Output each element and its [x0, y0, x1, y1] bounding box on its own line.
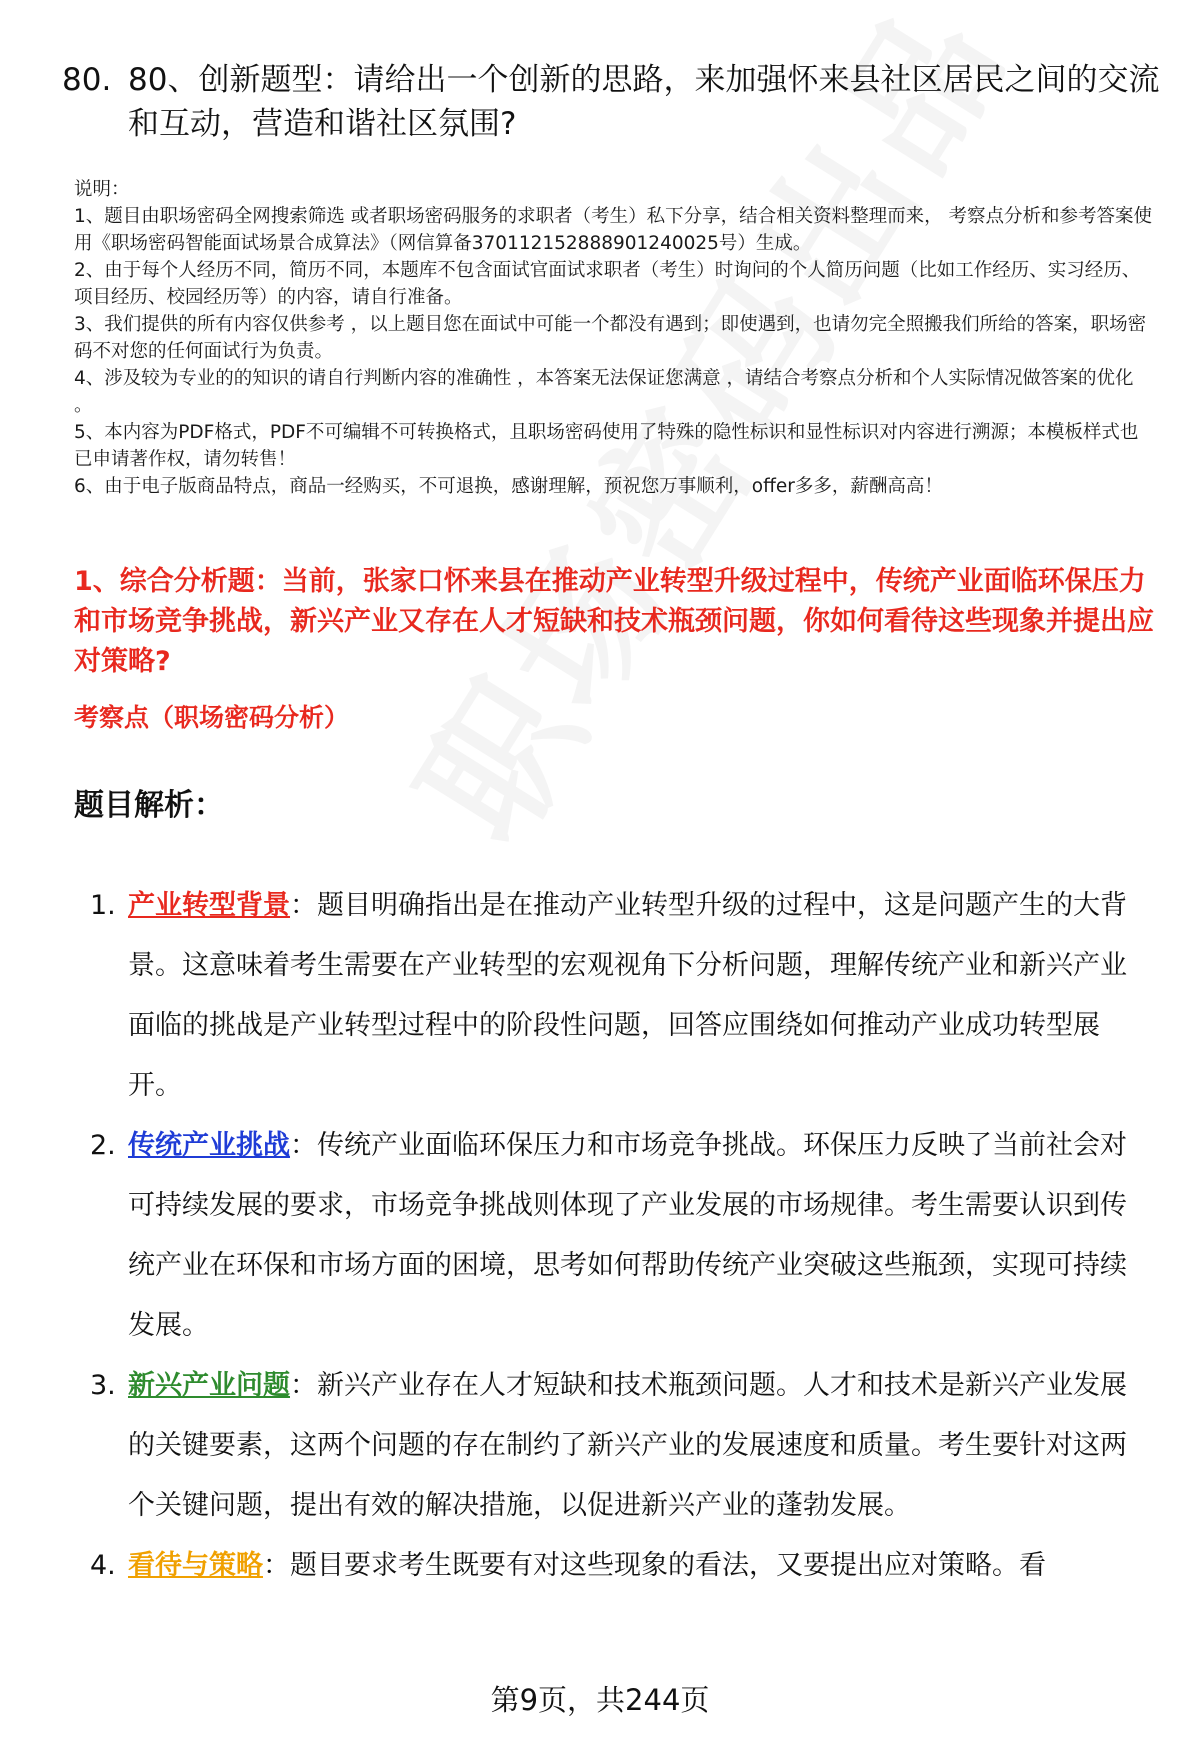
kaocha-heading: 考察点（职场密码分析）	[74, 703, 350, 732]
analysis-index: 3.	[90, 1370, 116, 1401]
analysis-index: 1.	[90, 890, 116, 921]
analysis-list	[90, 876, 1150, 1596]
analysis-term: 看待与策略	[128, 1550, 263, 1581]
analysis-index: 4.	[90, 1550, 116, 1581]
analysis-item	[90, 876, 1150, 1116]
analysis-text: ：传统产业面临环保压力和市场竞争挑战。环保压力反映了当前社会对可持续发展的要求，市场竞争挑战则体现了产业发展的市场规律。考生需要认识到传统产业在环保和市场方面的困境，思考如何帮助传统产业突破这些瓶颈，实现可持续发展。	[128, 1130, 1127, 1341]
question-number: 80.	[62, 62, 112, 98]
question-header	[62, 58, 1162, 146]
note-item: 1、题目由职场密码全网搜索筛选 或者职场密码服务的求职者（考生）私下分享，结合相关资料整理而来， 考察点分析和参考答案使用《职场密码智能面试场景合成算法》（网信算备370112152888901240025号）生成。	[74, 206, 1153, 254]
note-item: 6、由于电子版商品特点，商品一经购买，不可退换，感谢理解，预祝您万事顺利，offer多多，薪酬高高！	[74, 476, 943, 497]
analysis-term: 传统产业挑战	[128, 1130, 290, 1161]
page-footer: 第9页，共244页	[490, 1683, 710, 1717]
analysis-index: 2.	[90, 1130, 116, 1161]
disclaimer-notes	[74, 176, 1154, 500]
analysis-item	[90, 1536, 1150, 1596]
analysis-term: 产业转型背景	[128, 890, 290, 921]
note-item: 2、由于每个人经历不同，简历不同，本题库不包含面试官面试求职者（考生）时询问的个人简历问题（比如工作经历、实习经历、项目经历、校园经历等）的内容，请自行准备。	[74, 260, 1141, 308]
note-item: 3、我们提供的所有内容仅供参考 ，以上题目您在面试中可能一个都没有遇到；即使遇到，也请勿完全照搬我们所给的答案，职场密码不对您的任何面试行为负责。	[74, 314, 1147, 362]
analysis-term: 新兴产业问题	[128, 1370, 290, 1401]
analysis-item	[90, 1116, 1150, 1356]
section-title: 题目解析：	[74, 788, 224, 823]
main-question: 1、综合分析题：当前，张家口怀来县在推动产业转型升级过程中，传统产业面临环保压力和市场竞争挑战，新兴产业又存在人才短缺和技术瓶颈问题，你如何看待这些现象并提出应对策略?	[74, 566, 1154, 677]
note-item: 5、本内容为PDF格式，PDF不可编辑不可转换格式，且职场密码使用了特殊的隐性标识和显性标识对内容进行溯源；本模板样式也已申请著作权，请勿转售！	[74, 422, 1139, 470]
notes-heading: 说明：	[74, 179, 130, 200]
note-item: 4、涉及较为专业的的知识的请自行判断内容的准确性 ，本答案无法保证您满意 ，请结合考察点分析和个人实际情况做答案的优化 。	[74, 368, 1134, 416]
analysis-text: ：新兴产业存在人才短缺和技术瓶颈问题。人才和技术是新兴产业发展的关键要素，这两个问题的存在制约了新兴产业的发展速度和质量。考生要针对这两个关键问题，提出有效的解决措施，以促进新兴产业的蓬勃发展。	[128, 1370, 1127, 1521]
analysis-text: ：题目明确指出是在推动产业转型升级的过程中，这是问题产生的大背景。这意味着考生需要在产业转型的宏观视角下分析问题，理解传统产业和新兴产业面临的挑战是产业转型过程中的阶段性问题，回答应围绕如何推动产业成功转型展开。	[128, 890, 1127, 1101]
analysis-text: ：题目要求考生既要有对这些现象的看法，又要提出应对策略。看	[263, 1550, 1046, 1581]
analysis-item	[90, 1356, 1150, 1536]
question-title: 80、创新题型：请给出一个创新的思路，来加强怀来县社区居民之间的交流和互动，营造和谐社区氛围?	[128, 62, 1160, 142]
